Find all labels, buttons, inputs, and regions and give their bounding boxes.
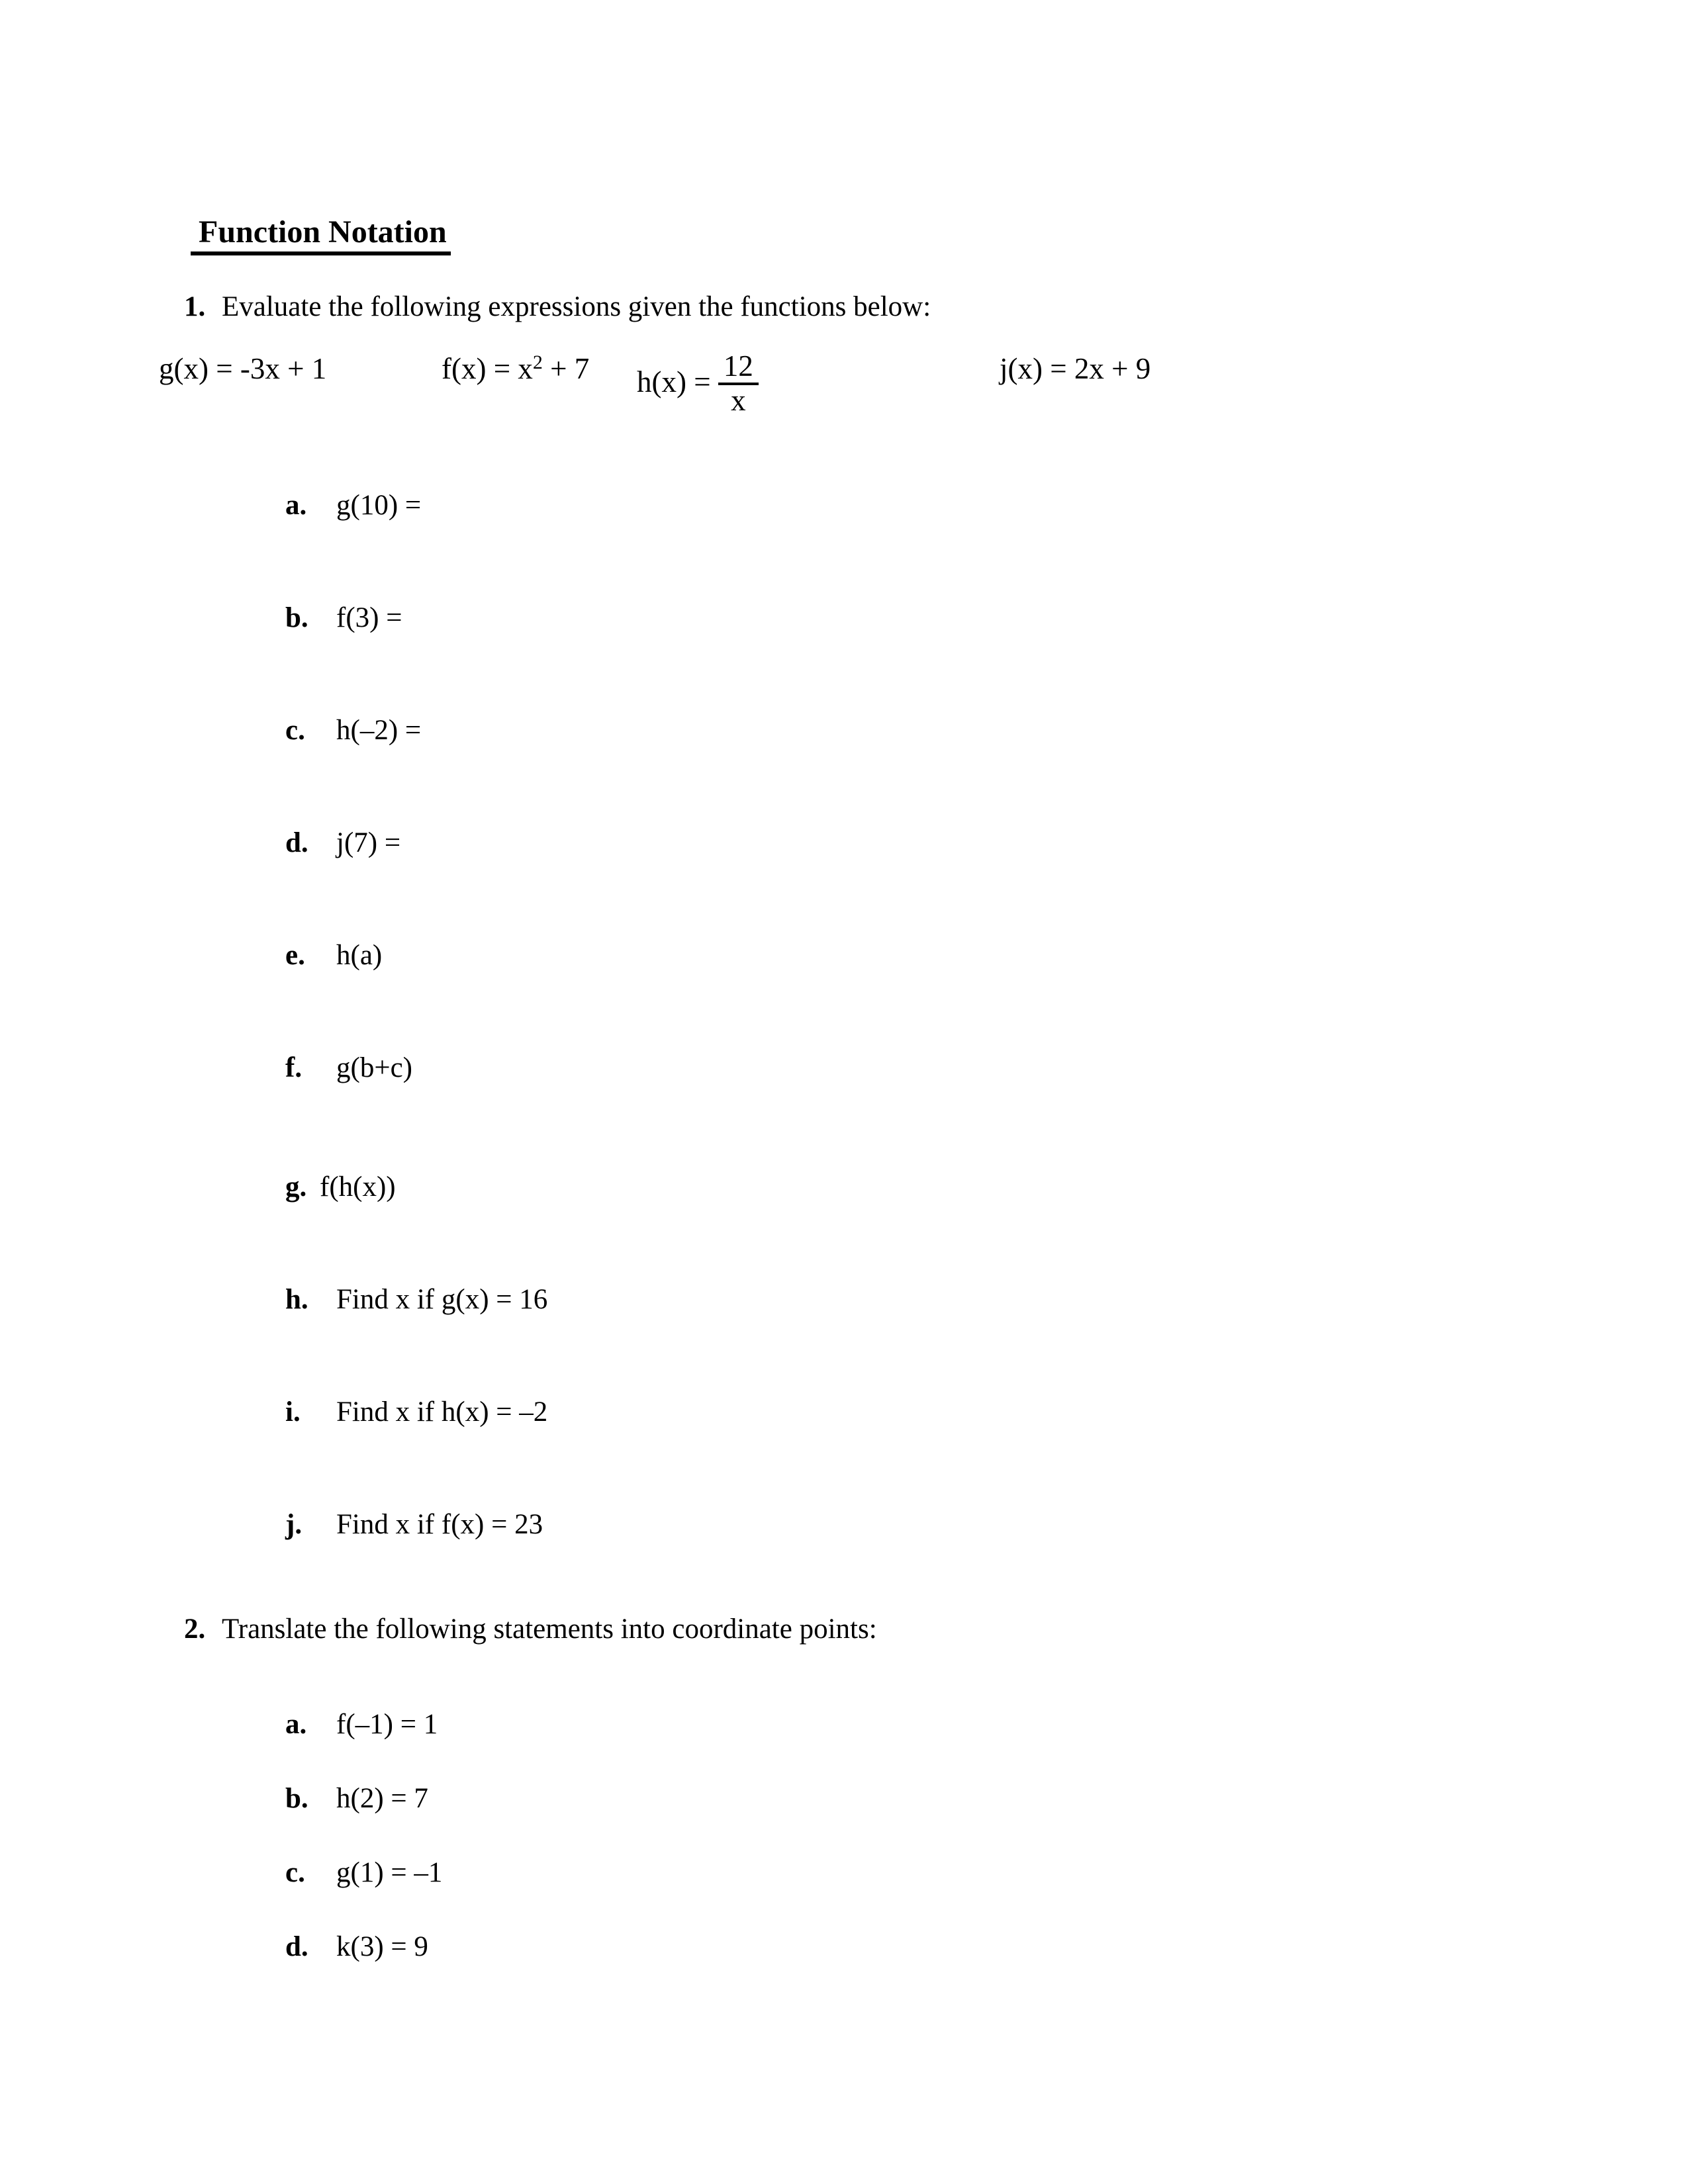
- item-text: h(a): [336, 940, 383, 972]
- item-text: k(3) = 9: [336, 1931, 428, 1963]
- fraction-numerator: 12: [723, 349, 753, 383]
- q1-item-e: [257, 907, 382, 1005]
- item-label: a.: [285, 1709, 307, 1741]
- question-1-number: 1.: [184, 291, 206, 323]
- item-label: h.: [285, 1284, 308, 1316]
- question-1: [156, 258, 931, 356]
- item-label: i.: [285, 1396, 301, 1428]
- function-def-f: [442, 352, 589, 387]
- q2-item-d: [257, 1898, 428, 1996]
- q1-item-d: [257, 794, 400, 892]
- item-text: g(10) =: [336, 490, 422, 522]
- item-label: e.: [285, 940, 305, 972]
- item-text: g(b+c): [336, 1052, 412, 1084]
- item-label: d.: [285, 1931, 308, 1963]
- item-text: g(1) = –1: [336, 1857, 443, 1889]
- item-label: d.: [285, 827, 308, 859]
- item-text: Find x if f(x) = 23: [336, 1509, 543, 1541]
- function-def-f-exponent: 2: [532, 351, 543, 373]
- item-text: Find x if g(x) = 16: [336, 1284, 548, 1316]
- item-label: b.: [285, 602, 308, 634]
- item-label: c.: [285, 715, 305, 747]
- item-text: f(h(x)): [320, 1171, 396, 1203]
- q1-item-i: [257, 1363, 547, 1461]
- fraction-12-over-x: [718, 351, 759, 416]
- question-2: [156, 1580, 877, 1678]
- item-label: g.: [285, 1171, 307, 1203]
- item-label: c.: [285, 1857, 305, 1889]
- q1-item-g: [257, 1138, 396, 1236]
- q1-item-h: [257, 1251, 547, 1349]
- q1-item-f: [257, 1019, 412, 1117]
- question-2-number: 2.: [184, 1614, 206, 1645]
- q1-item-j: [257, 1476, 543, 1574]
- function-def-j: j(x) = 2x + 9: [1000, 352, 1151, 385]
- item-text: f(3) =: [336, 602, 402, 634]
- function-def-f-base: f(x) = x: [442, 352, 533, 385]
- function-def-f-rest: + 7: [542, 352, 590, 385]
- question-1-prompt: Evaluate the following expressions given the functions below:: [222, 291, 931, 323]
- item-label: a.: [285, 490, 307, 522]
- item-text: f(–1) = 1: [336, 1709, 438, 1741]
- function-def-h-lead: h(x) =: [637, 365, 718, 399]
- item-text: Find x if h(x) = –2: [336, 1396, 548, 1428]
- question-2-prompt: Translate the following statements into coordinate points:: [222, 1614, 877, 1645]
- page-title-text: Function Notation: [191, 214, 451, 255]
- item-label: j.: [285, 1509, 303, 1541]
- item-label: b.: [285, 1783, 308, 1815]
- q1-item-b: [257, 569, 402, 667]
- function-def-g: g(x) = -3x + 1: [159, 352, 327, 385]
- item-text: j(7) =: [336, 827, 401, 859]
- item-text: h(–2) =: [336, 715, 422, 747]
- fraction-denominator: x: [718, 383, 759, 417]
- q1-item-c: [257, 682, 421, 780]
- function-def-h: [637, 349, 759, 418]
- item-label: f.: [285, 1052, 303, 1084]
- item-text: h(2) = 7: [336, 1783, 428, 1815]
- q1-item-a: [257, 457, 421, 555]
